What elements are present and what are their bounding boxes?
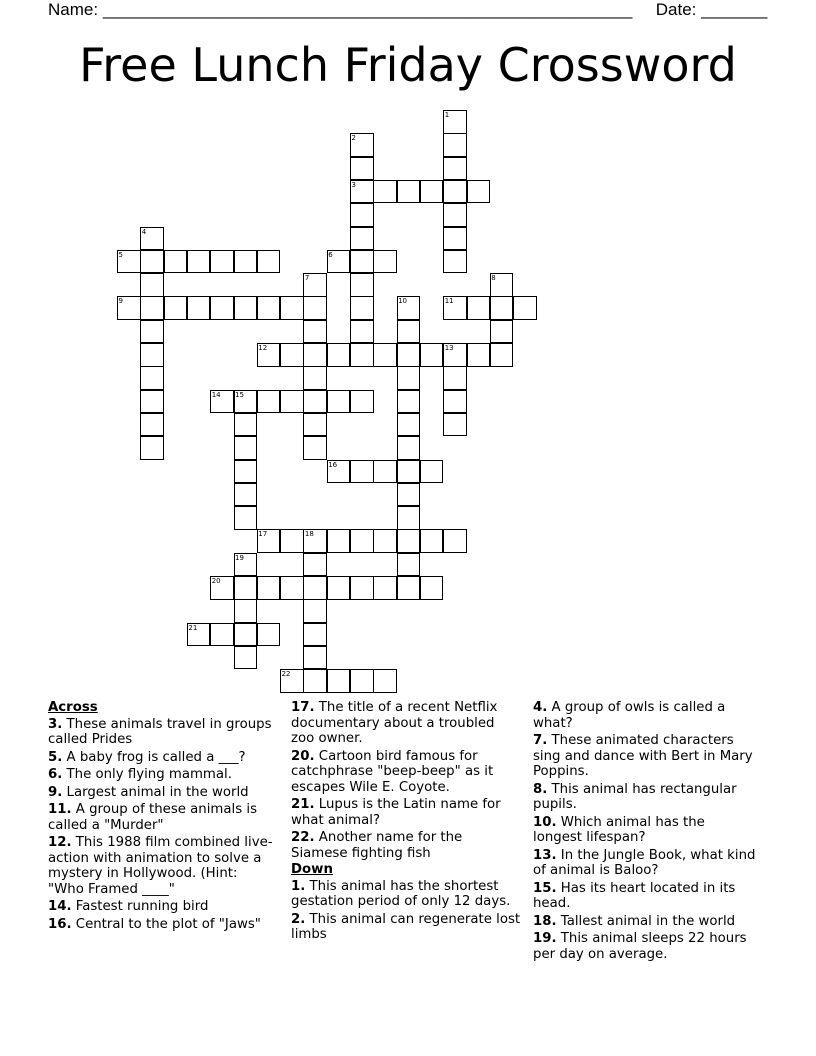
grid-cell[interactable] — [420, 343, 444, 367]
grid-cell[interactable] — [303, 436, 327, 460]
grid-cell[interactable] — [303, 669, 327, 693]
grid-cell[interactable] — [350, 203, 374, 227]
clue-text: The title of a recent Netflix documentary about a troubled zoo owner. — [291, 700, 498, 746]
clue-number: 11. — [48, 802, 72, 817]
grid-cell[interactable] — [327, 529, 351, 553]
cell-number: 13 — [444, 344, 454, 352]
grid-cell[interactable] — [443, 180, 467, 204]
clue-number: 5. — [48, 749, 63, 765]
date-label: Date: — [655, 0, 697, 19]
clue-text: Cartoon bird famous for catchphrase "beep-beep" as it escapes Wile E. Coyote. — [291, 748, 494, 795]
clue-item — [533, 881, 758, 912]
grid-cell[interactable] — [490, 343, 514, 367]
grid-cell[interactable] — [303, 599, 327, 623]
grid-cell[interactable] — [280, 529, 304, 553]
grid-cell[interactable] — [443, 110, 467, 134]
grid-cell[interactable] — [140, 366, 164, 390]
clue-item — [48, 899, 274, 915]
grid-cell[interactable] — [397, 413, 421, 437]
clue-text: Has its heart located in its head. — [533, 880, 736, 911]
grid-cell[interactable] — [397, 576, 421, 600]
grid-cell[interactable] — [280, 343, 304, 367]
grid-cell[interactable] — [303, 646, 327, 670]
grid-cell[interactable] — [350, 157, 374, 181]
grid-cell[interactable] — [257, 343, 281, 367]
clue-number: 14. — [48, 899, 72, 914]
grid-cell[interactable] — [467, 296, 491, 320]
grid-cell[interactable] — [140, 390, 164, 414]
grid-cell[interactable] — [443, 157, 467, 181]
grid-cell[interactable] — [234, 390, 258, 414]
grid-cell[interactable] — [303, 390, 327, 414]
clue-text: Tallest animal in the world — [556, 913, 736, 929]
grid-cell[interactable] — [467, 343, 491, 367]
clue-number: 3. — [48, 716, 63, 732]
clue-number: 16. — [48, 916, 72, 932]
grid-cell[interactable] — [164, 250, 188, 274]
cell-number: 7 — [304, 274, 310, 283]
grid-cell[interactable] — [140, 436, 164, 460]
clue-text: These animals travel in groups called Prides — [48, 716, 272, 747]
clue-item — [533, 931, 758, 962]
grid-cell[interactable] — [327, 343, 351, 367]
grid-cell[interactable] — [350, 133, 374, 157]
grid-cell[interactable] — [350, 343, 374, 367]
grid-cell[interactable] — [513, 296, 537, 320]
clue-number: 2. — [291, 911, 306, 927]
clue-text: This animal has rectangular pupils. — [533, 781, 737, 812]
grid-cell[interactable] — [210, 623, 234, 647]
cell-number: 15 — [235, 390, 244, 399]
grid-cell[interactable] — [234, 576, 258, 600]
grid-cell[interactable] — [280, 576, 304, 600]
grid-cell[interactable] — [350, 320, 374, 344]
clue-text: Largest animal in the world — [62, 784, 249, 800]
grid-cell[interactable] — [140, 296, 164, 320]
grid-cell[interactable] — [443, 343, 467, 367]
cell-number: 16 — [328, 460, 338, 469]
grid-cell[interactable] — [210, 296, 234, 320]
grid-cell[interactable] — [280, 296, 304, 320]
clues-column-1 — [48, 700, 274, 934]
cell-number: 14 — [211, 390, 221, 399]
grid-cell[interactable] — [443, 133, 467, 157]
grid-cell[interactable] — [234, 599, 258, 623]
clue-item — [533, 782, 758, 813]
clue-text: Which animal has the longest lifespan? — [533, 814, 705, 845]
clue-number: 19. — [533, 931, 557, 946]
grid-cell[interactable] — [257, 529, 281, 553]
grid-cell[interactable] — [234, 460, 258, 484]
cell-number: 18 — [304, 530, 314, 539]
down-clue-list-continued — [533, 700, 758, 962]
grid-cell[interactable] — [303, 576, 327, 600]
clue-item — [48, 835, 274, 897]
grid-cell[interactable] — [490, 320, 514, 344]
grid-cell[interactable] — [234, 483, 258, 507]
grid-cell[interactable] — [140, 227, 164, 251]
clue-text: A group of owls is called a what? — [533, 700, 726, 731]
clue-text: A group of these animals is called a "Murder" — [48, 802, 257, 833]
grid-cell[interactable] — [210, 576, 234, 600]
grid-cell[interactable] — [397, 343, 421, 367]
grid-cell[interactable] — [303, 320, 327, 344]
grid-cell[interactable] — [234, 623, 258, 647]
clue-number: 9. — [48, 784, 63, 800]
clue-text: In the Jungle Book, what kind of animal is Baloo? — [533, 847, 756, 878]
clues-column-2 — [291, 700, 521, 945]
grid-cell[interactable] — [257, 576, 281, 600]
grid-cell[interactable] — [443, 390, 467, 414]
grid-cell[interactable] — [420, 529, 444, 553]
clue-text: This 1988 film combined live-action with animation to solve a mystery in Hollywood. (Hint: "Who Framed ____" — [48, 835, 273, 897]
date-field[interactable]: _______ — [701, 0, 768, 19]
cell-number: 12 — [258, 344, 268, 352]
grid-cell[interactable] — [140, 320, 164, 344]
grid-cell[interactable] — [303, 296, 327, 320]
grid-cell[interactable] — [350, 576, 374, 600]
clue-number: 17. — [291, 700, 315, 715]
clue-item — [533, 815, 758, 846]
grid-cell[interactable] — [373, 343, 397, 367]
grid-cell[interactable] — [327, 669, 351, 693]
grid-cell[interactable] — [443, 296, 467, 320]
cell-number: 6 — [328, 250, 333, 259]
grid-cell[interactable] — [257, 623, 281, 647]
grid-cell[interactable] — [187, 623, 211, 647]
grid-cell[interactable] — [350, 227, 374, 251]
grid-cell[interactable] — [397, 460, 421, 484]
clue-text: This animal has the shortest gestation period of only 12 days. — [291, 878, 511, 909]
grid-cell[interactable] — [327, 390, 351, 414]
grid-cell[interactable] — [490, 296, 514, 320]
clues-column-3 — [533, 700, 758, 964]
grid-cell[interactable] — [327, 460, 351, 484]
cell-number: 22 — [281, 670, 291, 679]
grid-cell[interactable] — [350, 390, 374, 414]
clue-item — [291, 830, 521, 861]
cell-number: 5 — [118, 250, 123, 259]
grid-cell[interactable] — [117, 296, 141, 320]
grid-cell[interactable] — [373, 669, 397, 693]
across-clue-list-continued — [291, 700, 521, 861]
cell-number: 17 — [258, 530, 268, 539]
grid-cell[interactable] — [187, 250, 211, 274]
cell-number: 11 — [444, 297, 454, 306]
grid-cell[interactable] — [140, 413, 164, 437]
clue-number: 1. — [291, 878, 306, 894]
clue-number: 8. — [533, 781, 548, 797]
grid-cell[interactable] — [397, 483, 421, 507]
grid-cell[interactable] — [397, 320, 421, 344]
grid-cell[interactable] — [210, 390, 234, 414]
down-clue-list — [291, 879, 521, 943]
clue-text: Another name for the Siamese fighting fish — [291, 830, 463, 861]
clue-number: 6. — [48, 767, 63, 782]
across-clue-list — [48, 717, 274, 933]
grid-cell[interactable] — [303, 623, 327, 647]
grid-cell[interactable] — [350, 669, 374, 693]
clue-text: These animated characters sing and dance with Bert in Mary Poppins. — [533, 733, 753, 779]
grid-cell[interactable] — [234, 646, 258, 670]
grid-cell[interactable] — [443, 227, 467, 251]
clue-item — [291, 700, 521, 747]
clue-number: 15. — [533, 880, 557, 896]
grid-cell[interactable] — [373, 180, 397, 204]
grid-cell[interactable] — [373, 460, 397, 484]
cell-number: 2 — [351, 134, 356, 143]
clue-item — [48, 750, 274, 766]
grid-cell[interactable] — [443, 250, 467, 274]
clue-item — [533, 700, 758, 731]
grid-cell[interactable] — [234, 553, 258, 577]
grid-cell[interactable] — [397, 529, 421, 553]
grid-cell[interactable] — [257, 250, 281, 274]
grid-cell[interactable] — [303, 273, 327, 297]
clue-text: This animal can regenerate lost limbs — [291, 911, 521, 942]
grid-cell[interactable] — [443, 366, 467, 390]
grid-cell[interactable] — [164, 296, 188, 320]
clue-item — [533, 848, 758, 879]
clue-item — [533, 914, 758, 930]
grid-cell[interactable] — [187, 296, 211, 320]
clue-item — [291, 749, 521, 796]
across-heading: Across — [48, 700, 98, 715]
clue-number: 21. — [291, 797, 315, 812]
page-title: Free Lunch Friday Crossword — [79, 38, 737, 92]
clue-text: Central to the plot of "Jaws" — [71, 916, 261, 932]
grid-cell[interactable] — [140, 273, 164, 297]
grid-cell[interactable] — [443, 203, 467, 227]
grid-cell[interactable] — [257, 296, 281, 320]
grid-cell[interactable] — [327, 576, 351, 600]
grid-cell[interactable] — [397, 553, 421, 577]
grid-cell[interactable] — [140, 343, 164, 367]
clue-item — [291, 912, 521, 943]
grid-cell[interactable] — [397, 180, 421, 204]
grid-cell[interactable] — [397, 296, 421, 320]
clue-number: 20. — [291, 748, 315, 764]
name-field[interactable]: ________________________________________________________ — [102, 0, 633, 19]
grid-cell[interactable] — [234, 250, 258, 274]
grid-cell[interactable] — [303, 343, 327, 367]
grid-cell[interactable] — [327, 250, 351, 274]
grid-cell[interactable] — [303, 553, 327, 577]
name-label: Name: — [48, 0, 99, 19]
grid-cell[interactable] — [280, 669, 304, 693]
clue-item — [48, 717, 274, 748]
clue-number: 22. — [291, 830, 315, 845]
clue-number: 18. — [533, 913, 557, 929]
down-heading: Down — [291, 862, 333, 877]
cell-number: 1 — [444, 111, 450, 119]
grid-cell[interactable] — [420, 460, 444, 484]
cell-number: 4 — [141, 227, 147, 236]
clue-item — [291, 797, 521, 828]
cell-number: 20 — [211, 577, 221, 585]
grid-cell[interactable] — [420, 576, 444, 600]
grid-cell[interactable] — [420, 180, 444, 204]
clue-number: 10. — [533, 814, 557, 830]
clue-item — [48, 785, 274, 801]
cell-number: 3 — [351, 180, 356, 189]
clue-number: 12. — [48, 835, 72, 850]
clue-text: Fastest running bird — [71, 899, 209, 914]
grid-cell[interactable] — [373, 529, 397, 553]
clue-item — [291, 879, 521, 910]
clue-number: 7. — [533, 733, 548, 748]
grid-cell[interactable] — [303, 413, 327, 437]
clue-item — [48, 802, 274, 833]
grid-cell[interactable] — [373, 250, 397, 274]
clue-number: 4. — [533, 700, 548, 715]
clue-text: A baby frog is called a ___? — [62, 749, 246, 765]
grid-cell[interactable] — [443, 413, 467, 437]
cell-number: 9 — [118, 297, 123, 306]
grid-cell[interactable] — [350, 250, 374, 274]
grid-cell[interactable] — [117, 250, 141, 274]
clue-text: Lupus is the Latin name for what animal? — [291, 797, 501, 828]
grid-cell[interactable] — [350, 529, 374, 553]
clue-item — [48, 917, 274, 933]
grid-cell[interactable] — [350, 273, 374, 297]
grid-cell[interactable] — [303, 366, 327, 390]
grid-cell[interactable] — [257, 390, 281, 414]
grid-cell[interactable] — [397, 366, 421, 390]
grid-cell[interactable] — [467, 180, 491, 204]
grid-cell[interactable] — [234, 413, 258, 437]
grid-cell[interactable] — [397, 390, 421, 414]
cell-number: 10 — [398, 297, 408, 306]
grid-cell[interactable] — [140, 250, 164, 274]
cell-number: 8 — [491, 274, 496, 283]
clue-text: This animal sleeps 22 hours per day on average. — [533, 931, 747, 962]
grid-cell[interactable] — [234, 436, 258, 460]
grid-cell[interactable] — [280, 390, 304, 414]
grid-cell[interactable] — [490, 273, 514, 297]
cell-number: 19 — [235, 553, 244, 562]
grid-cell[interactable] — [210, 250, 234, 274]
clue-item — [48, 767, 274, 783]
grid-cell[interactable] — [443, 529, 467, 553]
grid-cell[interactable] — [234, 506, 258, 530]
grid-cell[interactable] — [234, 296, 258, 320]
clue-number: 13. — [533, 847, 557, 863]
clue-item — [533, 733, 758, 780]
grid-cell[interactable] — [350, 460, 374, 484]
clue-text: The only flying mammal. — [62, 767, 232, 782]
grid-cell[interactable] — [350, 296, 374, 320]
grid-cell[interactable] — [373, 576, 397, 600]
grid-cell[interactable] — [397, 506, 421, 530]
grid-cell[interactable] — [350, 180, 374, 204]
grid-cell[interactable] — [397, 436, 421, 460]
cell-number: 21 — [188, 623, 198, 632]
grid-cell[interactable] — [303, 529, 327, 553]
